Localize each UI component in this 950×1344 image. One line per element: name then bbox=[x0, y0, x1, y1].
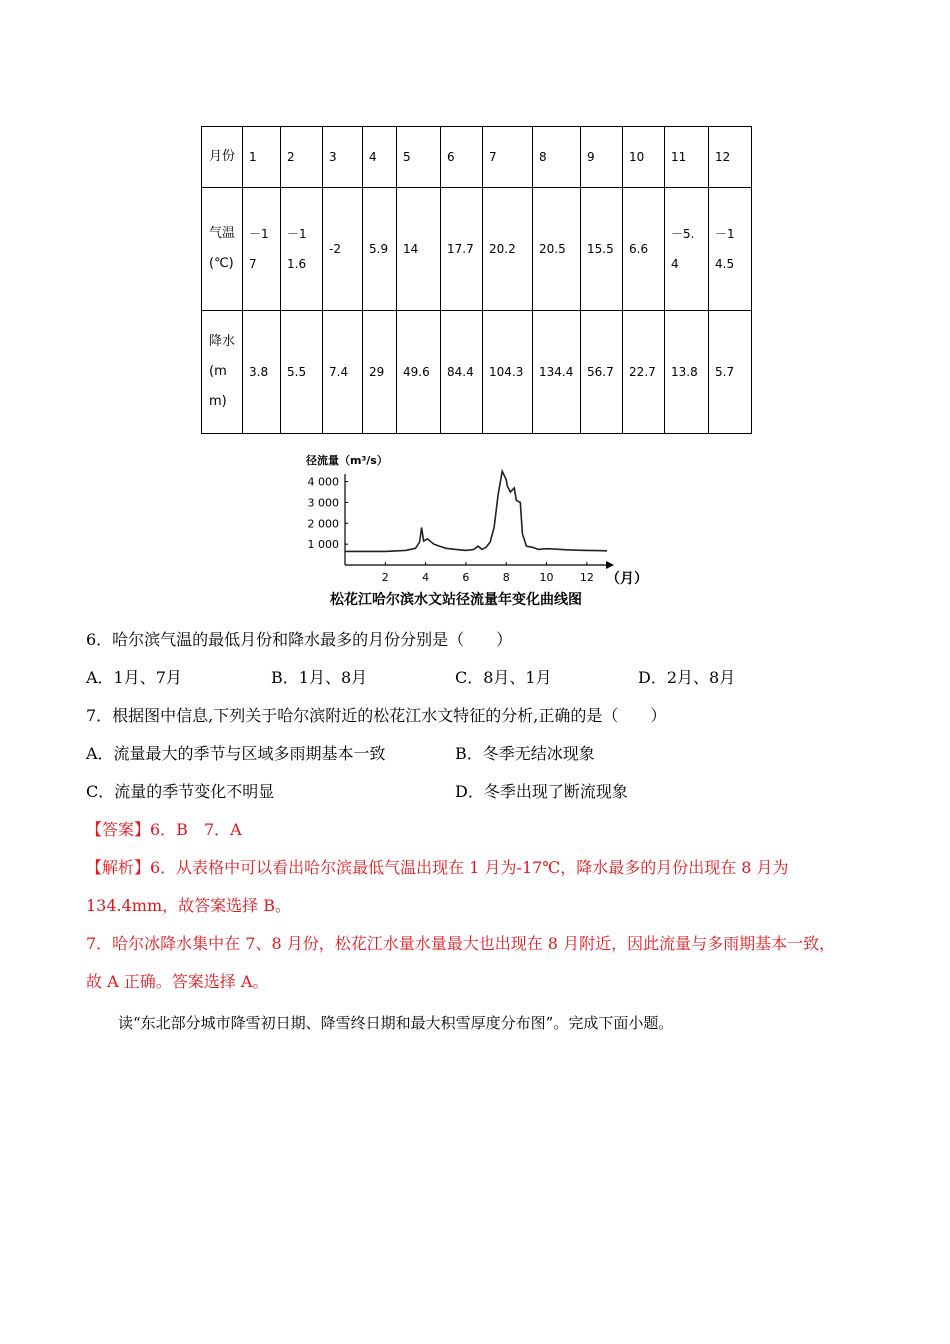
table-cell: 7.4 bbox=[323, 311, 363, 434]
table-cell: 14 bbox=[397, 188, 441, 311]
table-cell: 56.7 bbox=[581, 311, 623, 434]
table-cell: 3.8 bbox=[243, 311, 281, 434]
table-cell: 3 bbox=[323, 127, 363, 188]
table-cell: 5.7 bbox=[709, 311, 752, 434]
table-cell: 17.7 bbox=[441, 188, 483, 311]
table-cell: 22.7 bbox=[623, 311, 665, 434]
table-cell: 8 bbox=[533, 127, 581, 188]
question-6-option-b: B．1月、8月 bbox=[271, 668, 368, 687]
table-cell: 7 bbox=[483, 127, 533, 188]
analysis-line: 【解析】6．从表格中可以看出哈尔滨最低气温出现在 1 月为-17℃，降水最多的月份出现在 8 月为 bbox=[86, 858, 789, 877]
chart-x-arrow bbox=[606, 561, 614, 569]
table-cell: 20.2 bbox=[483, 188, 533, 311]
question-7-option-c: C．流量的季节变化不明显 bbox=[86, 782, 275, 801]
question-7-option-a: A．流量最大的季节与区域多雨期基本一致 bbox=[86, 744, 386, 763]
chart-x-tick-label: 2 bbox=[381, 571, 389, 584]
chart-x-tick-label: 10 bbox=[539, 571, 554, 584]
question-6-stem: 6．哈尔滨气温的最低月份和降水最多的月份分别是（ ） bbox=[86, 630, 513, 649]
question-6-option-d: D．2月、8月 bbox=[638, 668, 736, 687]
chart-x-tick-label: 12 bbox=[579, 571, 594, 584]
table-cell: －17 bbox=[243, 188, 281, 311]
chart-x-tick-label: 6 bbox=[462, 571, 470, 584]
chart-x-tick-label: 8 bbox=[502, 571, 510, 584]
answer-line: 【答案】6．B 7．A bbox=[86, 820, 242, 839]
table-cell: 10 bbox=[623, 127, 665, 188]
chart-x-tick-label: 4 bbox=[422, 571, 430, 584]
question-6-option-a: A．1月、7月 bbox=[86, 668, 182, 687]
table-cell: 1 bbox=[243, 127, 281, 188]
chart-ylabel: 径流量（m³/s） bbox=[306, 454, 388, 467]
chart-y-tick-label: 1 000 bbox=[307, 538, 339, 552]
question-6-option-c: C．8月、1月 bbox=[455, 668, 552, 687]
table-cell: 6.6 bbox=[623, 188, 665, 311]
table-cell: 5.9 bbox=[363, 188, 397, 311]
question-7-option-b: B．冬季无结冰现象 bbox=[455, 744, 595, 763]
table-cell: －5.4 bbox=[665, 188, 709, 311]
table-cell: 20.5 bbox=[533, 188, 581, 311]
table-cell: 13.8 bbox=[665, 311, 709, 434]
table-cell: 月份 bbox=[202, 127, 243, 188]
question-7-option-d: D．冬季出现了断流现象 bbox=[455, 782, 628, 801]
table-cell: 降水(mm) bbox=[202, 311, 243, 434]
table-cell: 气温(℃) bbox=[202, 188, 243, 311]
table-row-precipitation bbox=[202, 311, 752, 434]
table-cell: 2 bbox=[281, 127, 323, 188]
table-cell: 11 bbox=[665, 127, 709, 188]
table-cell: 49.6 bbox=[397, 311, 441, 434]
question-7-stem: 7．根据图中信息,下列关于哈尔滨附近的松花江水文特征的分析,正确的是（ ） bbox=[86, 706, 667, 725]
chart-xlabel: （月） bbox=[606, 571, 648, 587]
table-row-month bbox=[202, 127, 752, 188]
chart-y-tick-label: 2 000 bbox=[307, 517, 339, 531]
table-cell: 9 bbox=[581, 127, 623, 188]
climate-table bbox=[201, 126, 752, 434]
table-cell: 104.3 bbox=[483, 311, 533, 434]
table-cell: 134.4 bbox=[533, 311, 581, 434]
analysis-line: 7．哈尔冰降水集中在 7、8 月份，松花江水量水量最大也出现在 8 月附近，因此流量与多雨期基本一致， bbox=[86, 934, 836, 953]
table-row-temperature bbox=[202, 188, 752, 311]
table-cell: －11.6 bbox=[281, 188, 323, 311]
table-cell: 12 bbox=[709, 127, 752, 188]
table-cell: 84.4 bbox=[441, 311, 483, 434]
table-cell: -2 bbox=[323, 188, 363, 311]
table-cell: 15.5 bbox=[581, 188, 623, 311]
chart-series-line bbox=[345, 471, 607, 551]
table-cell: 5.5 bbox=[281, 311, 323, 434]
chart-y-tick-label: 4 000 bbox=[307, 475, 339, 489]
table-cell: 29 bbox=[363, 311, 397, 434]
analysis-line: 134.4mm，故答案选择 B。 bbox=[86, 896, 291, 915]
analysis-line: 故 A 正确。答案选择 A。 bbox=[86, 972, 269, 991]
table-cell: 5 bbox=[397, 127, 441, 188]
runoff-chart bbox=[296, 448, 656, 610]
chart-title: 松花江哈尔滨水文站径流量年变化曲线图 bbox=[330, 592, 582, 608]
table-cell: 4 bbox=[363, 127, 397, 188]
table-cell: 6 bbox=[441, 127, 483, 188]
chart-y-tick-label: 3 000 bbox=[307, 496, 339, 510]
table-cell: －14.5 bbox=[709, 188, 752, 311]
reading-intro: 读“东北部分城市降雪初日期、降雪终日期和最大积雪厚度分布图”。完成下面小题。 bbox=[118, 1014, 674, 1032]
